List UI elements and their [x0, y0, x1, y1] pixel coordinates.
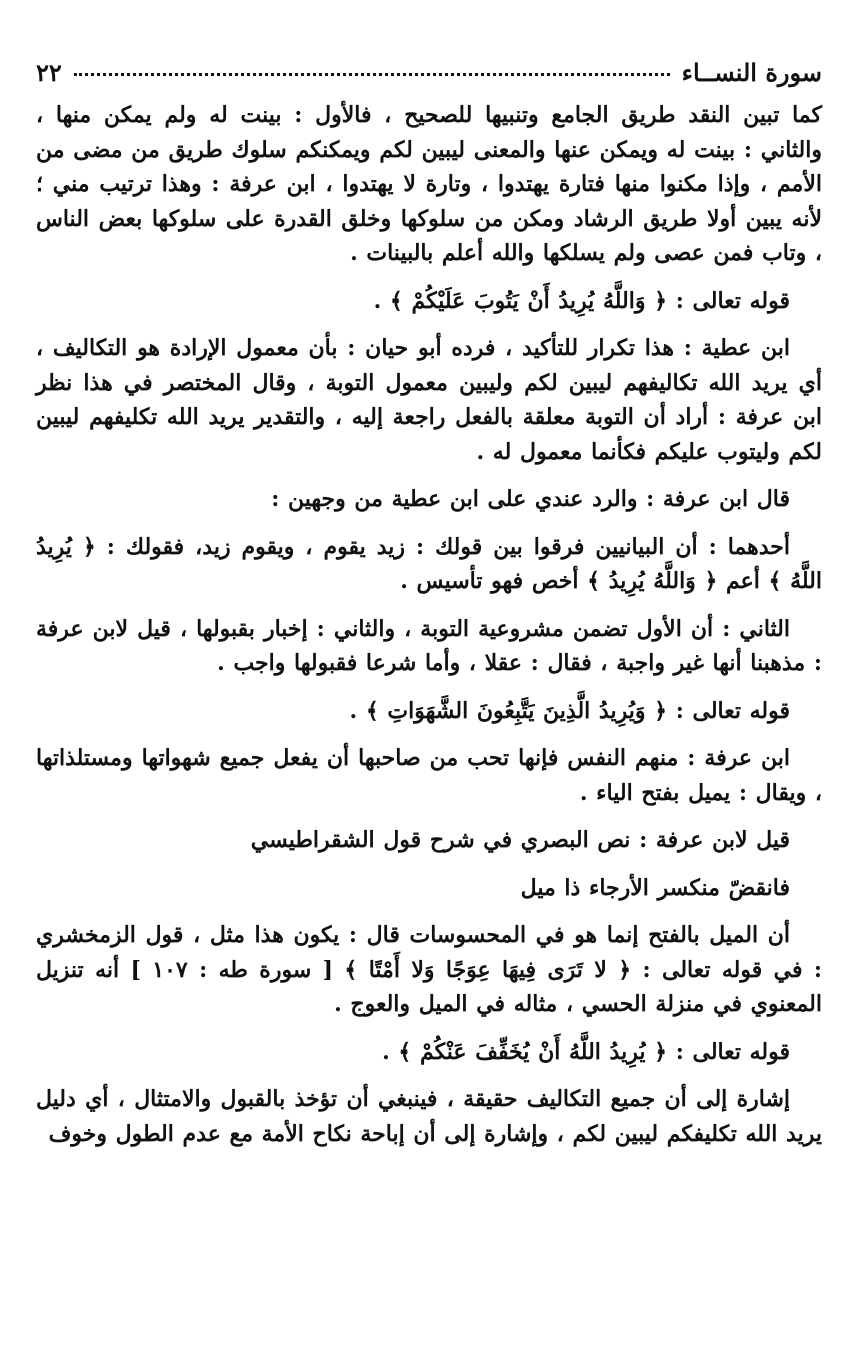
paragraph: قال ابن عرفة : والرد عندي على ابن عطية من وجهين :	[271, 486, 790, 512]
verse-heading: قوله تعالى : ﴿ يُرِيدُ اللَّهُ أَنْ يُخَفِّفَ عَنْكُمْ ﴾ .	[382, 1038, 790, 1065]
page-header	[36, 52, 822, 92]
poem-line: فانقضّ منكسر الأرجاء ذا ميل	[520, 874, 790, 901]
paragraph: قيل لابن عرفة : نص البصري في شرح قول الشقراطيسي	[250, 827, 790, 853]
paragraph: كما تبين النقد طريق الجامع وتنبيها للصحيح ، فالأول : بينت له ولم يمكن منها ، والثاني : بينت له ويمكن عنها والمعنى ليبين لكم ويمكنكم سلوك طريق من مضى من الأمم ، وإذا مكنوا منها فتارة يهتدوا ، وتارة لا يهتدوا ، ابن عرفة : وهذا ترتيب مني ؛ لأنه يبين أولا طريق الرشاد ومكن من سلوكها وخلق القدرة على سلوكها بعض الناس ، وتاب فمن عصى ولم يسلكها والله أعلم بالبينات .	[36, 102, 822, 266]
surah-title: سورة النســاء	[681, 57, 822, 87]
paragraph: الثاني : أن الأول تضمن مشروعية التوبة ، والثاني : إخبار بقبولها ، قيل لابن عرفة : مذهبنا أنها غير واجبة ، فقال : عقلا ، وأما شرعا فقبولها واجب .	[36, 615, 822, 676]
paragraph: أن الميل بالفتح إنما هو في المحسوسات قال : يكون هذا مثل ، قول الزمخشري : في قوله تعالى : ﴿ لا تَرَى فِيهَا عِوَجًا وَلا أَمْتًا ﴾ [ سورة طه : ١٠٧ ] أنه تنزيل المعنوي في منزلة الحسي ، مثاله في الميل والعوج .	[36, 922, 822, 1017]
verse-heading: قوله تعالى : ﴿ وَيُرِيدُ الَّذِينَ يَتَّبِعُونَ الشَّهَوَاتِ ﴾ .	[349, 697, 790, 724]
verse-heading: قوله تعالى : ﴿ وَاللَّهُ يُرِيدُ أَنْ يَتُوبَ عَلَيْكُمْ ﴾ .	[373, 287, 790, 314]
paragraph: إشارة إلى أن جميع التكاليف حقيقة ، فينبغي أن تؤخذ بالقبول والامتثال ، أي دليل يريد الله تكليفكم ليبين لكم ، وإشارة إلى أن إباحة نكاح الأمة مع عدم الطول وخوف	[36, 1086, 822, 1147]
document-page	[36, 52, 822, 1352]
header-dotted-rule	[74, 73, 670, 76]
page-body	[36, 98, 822, 1151]
paragraph: أحدهما : أن البيانيين فرقوا بين قولك : زيد يقوم ، ويقوم زيد، فقولك : ﴿ يُرِيدُ اللَّهُ ﴾ أعم ﴿ وَاللَّهُ يُرِيدُ ﴾ أخص فهو تأسيس .	[36, 533, 822, 594]
paragraph: ابن عطية : هذا تكرار للتأكيد ، فرده أبو حيان : بأن معمول الإرادة هو التكاليف ، أي يريد الله تكاليفهم ليبين لكم وليبين معمول التوبة ، وقال المختصر في هذا نظر ابن عرفة : أراد أن التوبة معلقة بالفعل راجعة إليه ، والتقدير يريد الله تكليفهم ليبين لكم وليتوب عليكم فكأنما معمول له .	[36, 335, 822, 465]
page-number: ٢٢	[36, 57, 62, 87]
paragraph: ابن عرفة : منهم النفس فإنها تحب من صاحبها أن يفعل جميع شهواتها ومستلذاتها ، ويقال : يميل بفتح الياء .	[36, 745, 822, 806]
